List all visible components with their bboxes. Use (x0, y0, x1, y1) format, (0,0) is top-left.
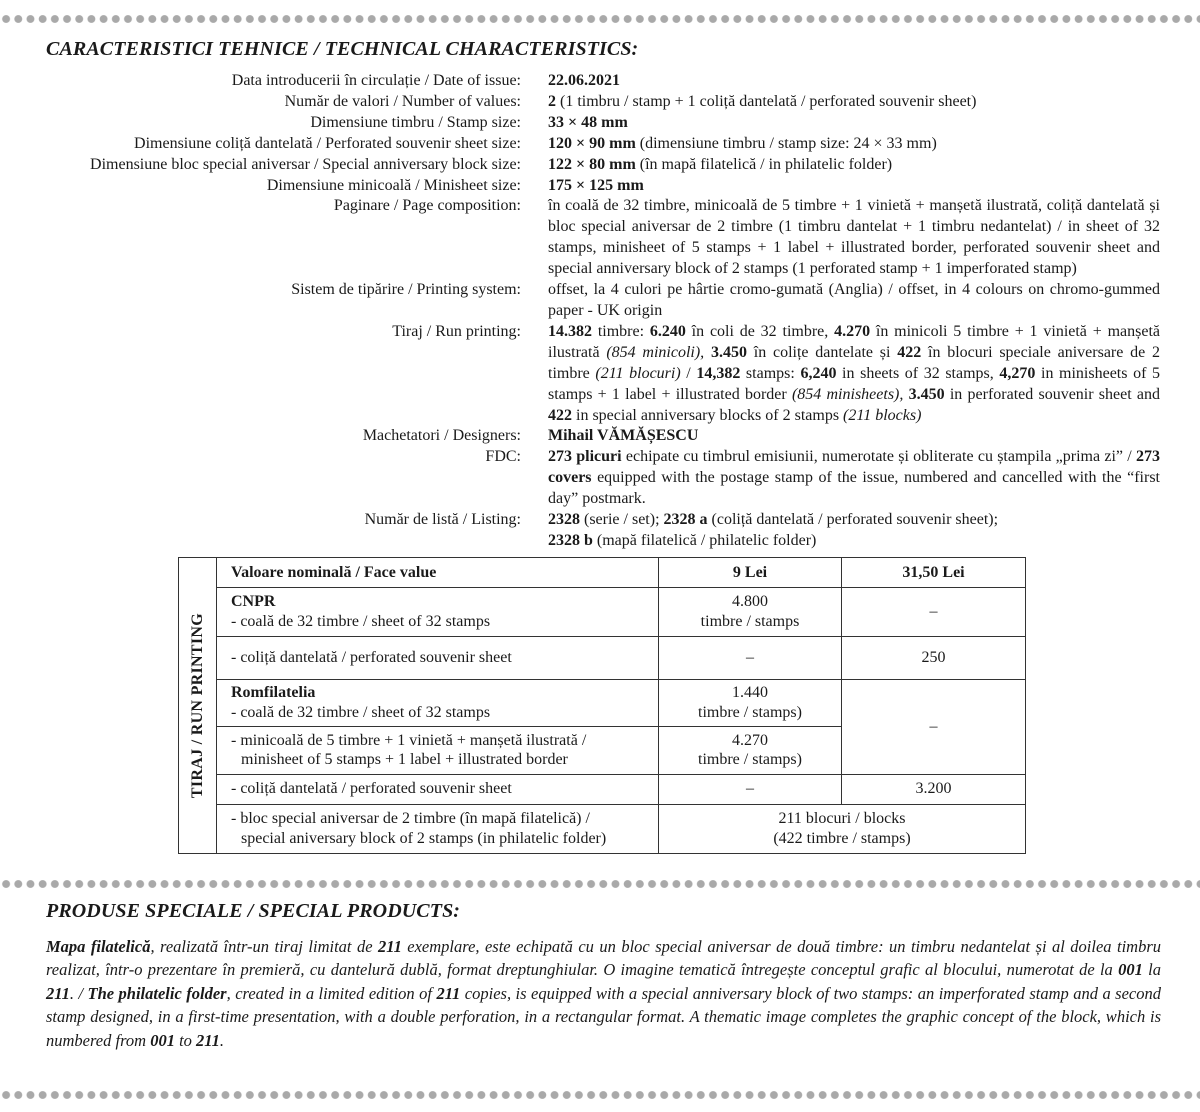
special-text-part: exemplare, este echipată cu un bloc special aniversar de două timbre: un timbru nedantelat și al doilea timbru realizat, într-o prezentare în premieră, cu dantelură dublă, format dreptunghiular. O imagine tematică întregește conceptul grafic al blocului, numerotat de la (46, 937, 1162, 980)
run-text: stamps: (740, 364, 801, 382)
run-sheets-ro: 6.240 (649, 322, 686, 340)
page-composition-value: în coală de 32 timbre, minicoală de 5 timbre + 1 vinietă + manșetă ilustrată, coliță dantelată și bloc special aniversar de 2 timbre (1 timbru dantelat + 1 timbru nedantelat) / in sheet of 32 stamps, minisheet of 5 stamps + 1 label + illustrated border, perforated souvenir sheet and special anniversary block of 2 stamps (1 perforated stamp + 1 imperforated stamp) (548, 197, 1160, 278)
page-composition-label: Paginare / Page composition: (333, 197, 521, 215)
table-cell: – (842, 680, 1026, 775)
romf-block-count: 211 blocuri / blocks (778, 810, 906, 828)
block-size-detail: (în mapă filatelică / in philatelic folder) (635, 155, 893, 173)
run-minisheets-ro: 4.270 (834, 322, 871, 340)
table-row (179, 804, 1026, 853)
dotted-divider-top (0, 14, 1200, 24)
special-bold: 001 (1118, 960, 1143, 980)
table-cell (217, 726, 659, 774)
minisheet-size-label: Dimensiune minicoală / Minisheet size: (266, 176, 521, 194)
special-text-part: . (219, 1030, 224, 1050)
special-text-part: la (1142, 960, 1161, 980)
printing-system-value: offset, la 4 culori pe hârtie cromo-gumată (Anglia) / offset, in 4 colours on chromo-gummed paper - UK origin (548, 281, 1160, 319)
sheet-size-value: 120 × 90 mm (548, 134, 636, 152)
run-text: în blocuri speciale aniversare de 2 timbre (548, 343, 1160, 382)
run-text: in perforated souvenir sheet and (944, 385, 1161, 403)
printing-system-label: Sistem de tipărire / Printing system: (291, 281, 521, 299)
table-row (179, 680, 1026, 726)
dotted-divider-bottom (0, 1090, 1200, 1100)
block-size-row (0, 155, 1200, 176)
cnpr-sheet-label: - coală de 32 timbre / sheet of 32 stamps (231, 612, 491, 630)
cnpr-sheet-count: 4.800 (732, 593, 768, 611)
run-souvenir-ro: 3.450 (710, 343, 747, 361)
minisheet-size-value: 175 × 125 mm (548, 176, 644, 194)
sheet-size-label: Dimensiune coliță dantelată / Perforated souvenir sheet size: (134, 134, 521, 152)
run-sheets-en: 6,240 (800, 364, 837, 382)
stamp-size-value: 33 × 48 mm (548, 113, 628, 131)
run-text: / (680, 364, 697, 382)
romf-sheet-unit: timbre / stamps) (698, 703, 802, 721)
run-blocks-ro: 422 (897, 343, 922, 361)
romf-souvenir-label: - coliță dantelată / perforated souvenir sheet (217, 774, 659, 804)
romf-minisheet-label-en: minisheet of 5 stamps + 1 label + illustrated border (241, 751, 568, 769)
run-printing-value (548, 322, 1160, 427)
table-header-row (179, 558, 1026, 588)
run-note: (854 minisheets), (791, 385, 904, 403)
face-value-header: Valoare nominală / Face value (217, 558, 659, 588)
cnpr-souvenir-label: - coliță dantelată / perforated souvenir sheet (217, 637, 659, 680)
fdc-text: echipate cu timbrul emisiunii, numerotate și obliterate cu ștampila „prima zi” / (621, 448, 1136, 466)
date-row (0, 71, 1200, 92)
listing-sheet: 2328 a (663, 511, 708, 529)
special-bold: Mapa filatelică (46, 937, 151, 956)
table-row (179, 587, 1026, 636)
cnpr-sheet-unit: timbre / stamps (700, 612, 800, 630)
fdc-label: FDC: (485, 448, 521, 466)
table-cell (659, 680, 842, 726)
cnpr-label: CNPR (231, 593, 276, 611)
table-cell (217, 680, 659, 726)
date-value: 22.06.2021 (548, 72, 620, 89)
fdc-count-en: 273 covers (548, 448, 1160, 487)
technical-title: CARACTERISTICI TEHNICE / TECHNICAL CHARACTERISTICS: (46, 38, 639, 60)
run-text (704, 344, 711, 361)
special-bold: 211 (46, 983, 70, 1003)
fdc-text: equipped with the postage stamp of the issue, numbered and cancelled with the “first day” postmark. (548, 469, 1160, 508)
sheet-size-detail: (dimensiune timbru / stamp size: 24 × 33 mm) (635, 134, 937, 152)
fdc-count-ro: 273 plicuri (548, 448, 622, 466)
table-row (179, 774, 1026, 804)
page-composition-row (0, 196, 1200, 280)
minisheet-size-row (0, 176, 1200, 197)
listing-set: 2328 (548, 511, 580, 529)
table-cell (217, 804, 659, 853)
block-size-label: Dimensiune bloc special aniversar / Special anniversary block size: (90, 155, 521, 173)
run-souvenir-en: 3.450 (908, 385, 945, 403)
special-bold: 211 (436, 983, 461, 1003)
table-cell: – (659, 774, 842, 804)
dotted-divider-middle (0, 879, 1200, 889)
table-cell (659, 587, 842, 636)
col-9-lei-header: 9 Lei (659, 558, 842, 588)
special-products-text (46, 935, 1161, 1052)
special-bold: 001 (150, 1030, 175, 1050)
designers-row (0, 426, 1200, 447)
run-text: în coli de 32 timbre, (685, 322, 835, 340)
listing-label: Număr de listă / Listing: (364, 511, 521, 529)
stamp-size-row (0, 113, 1200, 134)
table-cell: 3.200 (842, 774, 1026, 804)
printing-system-row (0, 280, 1200, 322)
special-bold: 211 (377, 937, 402, 956)
special-products-title: PRODUSE SPECIALE / SPECIAL PRODUCTS: (46, 900, 461, 922)
listing-text: (serie / set); (580, 511, 664, 529)
romfilatelia-label: Romfilatelia (231, 684, 316, 702)
designers-label: Machetatori / Designers: (362, 427, 521, 445)
table-cell (659, 726, 842, 774)
run-text: in minisheets of 5 stamps + 1 label + illustrated border (548, 364, 1161, 403)
run-printing-label: Tiraj / Run printing: (392, 322, 521, 340)
special-text-part: copies, is equipped with a special anniversary block of two stamps: an imperforated stamp and a second stamp designed, in a first-time presentation, with a double perforation, in a rectangular format. A thematic image completes the graphic concept of the block, which is numbered from (46, 983, 1161, 1050)
run-text: în minicoli 5 timbre + 1 vinietă + manșetă ilustrată (548, 322, 1160, 361)
romf-minisheet-unit: timbre / stamps) (698, 751, 802, 769)
listing-text: (mapă filatelică / philatelic folder) (592, 531, 817, 549)
fdc-value (548, 447, 1160, 510)
listing-row (0, 510, 1200, 552)
romf-sheet-label: - coală de 32 timbre / sheet of 32 stamps (231, 703, 491, 721)
listing-value (548, 510, 1160, 552)
special-text-part: . / (69, 983, 88, 1003)
values-count: 2 (548, 92, 556, 110)
run-minisheets-en: 4,270 (999, 364, 1036, 382)
romf-minisheet-label: - minicoală de 5 timbre + 1 vinietă + manșetă ilustrată / (231, 731, 587, 749)
block-size-value: 122 × 80 mm (548, 155, 636, 173)
run-note: (854 minicoli), (606, 343, 705, 361)
romf-block-label-en: special aniversary block of 2 stamps (in philatelic folder) (241, 829, 607, 847)
table-side-cell (179, 558, 217, 854)
sheet-size-row (0, 134, 1200, 155)
run-printing-table (178, 557, 1026, 854)
run-text: timbre: (592, 322, 650, 340)
special-bold: The philatelic folder (87, 983, 227, 1003)
table-row (179, 637, 1026, 680)
date-label: Data introducerii în circulație / Date of issue: (231, 72, 521, 89)
fdc-row (0, 447, 1200, 510)
values-row (0, 92, 1200, 113)
romf-minisheet-count: 4.270 (732, 731, 768, 749)
run-total-en: 14,382 (696, 364, 741, 382)
table-cell (217, 587, 659, 636)
listing-folder: 2328 b (548, 531, 593, 549)
romf-sheet-count: 1.440 (732, 684, 768, 702)
run-blocks-en: 422 (548, 406, 572, 424)
run-note: (211 blocuri) (595, 364, 681, 382)
romf-block-stamps: (422 timbre / stamps) (773, 829, 911, 847)
values-detail: (1 timbru / stamp + 1 coliță dantelată / perforated souvenir sheet) (556, 92, 977, 110)
table-cell: – (659, 637, 842, 680)
values-label: Număr de valori / Number of values: (284, 92, 521, 110)
run-printing-row (0, 322, 1200, 427)
listing-text: (coliță dantelată / perforated souvenir sheet); (707, 511, 999, 529)
col-31-lei-header: 31,50 Lei (842, 558, 1026, 588)
run-text: in sheets of 32 stamps, (836, 364, 1000, 382)
table-cell: 250 (842, 637, 1026, 680)
designers-value: Mihail VĂMĂȘESCU (548, 427, 699, 445)
table-cell: – (842, 587, 1026, 636)
special-text-part: , created in a limited edition of (226, 983, 437, 1003)
special-bold: 211 (196, 1030, 220, 1050)
table-side-label: TIRAJ / RUN PRINTING (188, 612, 206, 799)
special-text-part: to (174, 1030, 197, 1050)
special-text-part: , realizată într-un tiraj limitat de (150, 937, 378, 956)
table-cell (659, 804, 1026, 853)
stamp-size-label: Dimensiune timbru / Stamp size: (310, 113, 521, 131)
romf-block-label: - bloc special aniversar de 2 timbre (în mapă filatelică) / (231, 810, 590, 828)
run-total-ro: 14.382 (548, 322, 592, 340)
technical-characteristics-list (0, 71, 1200, 552)
run-text: în colițe dantelate și (746, 343, 898, 361)
run-note: (211 blocks) (843, 406, 922, 424)
run-text: in special anniversary blocks of 2 stamps (572, 406, 844, 424)
